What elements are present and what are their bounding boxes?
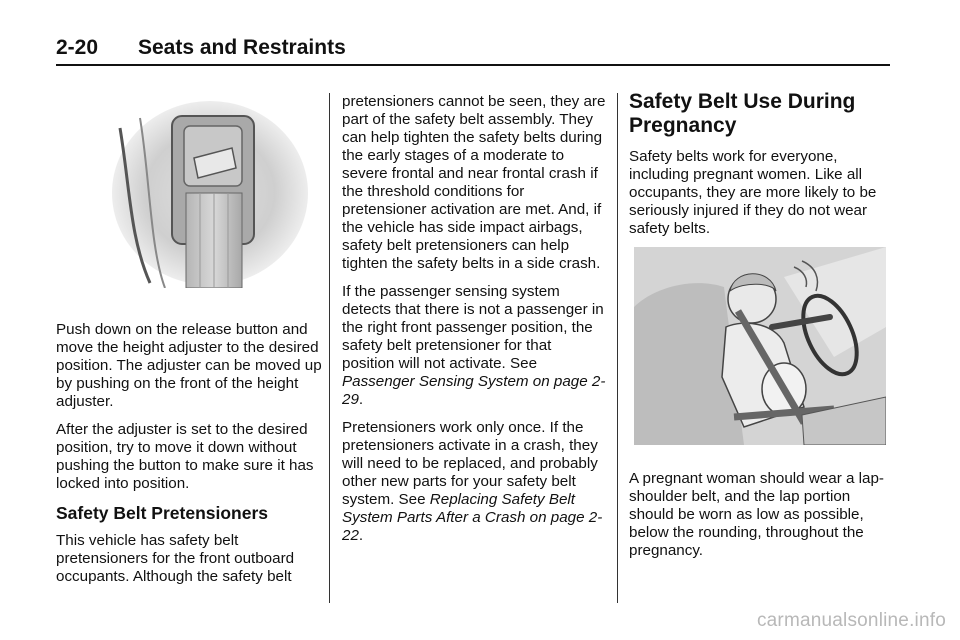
adjuster-lock-check: After the adjuster is set to the desired position, try to move it down without pushing the button to make sure it has locked into position. [56, 421, 314, 492]
page-header [56, 34, 890, 68]
pregnancy-heading: Safety Belt Use During Pregnancy [629, 90, 856, 137]
column-3 [629, 90, 891, 248]
adjuster-instructions: Push down on the release button and move the height adjuster to the desired position. The adjuster can be moved up by pushing on the front of the height adjuster. [56, 321, 322, 410]
passenger-sensing-paragraph: If the passenger sensing system detects that there is not a passenger in the right front passenger position, the safety belt pretensioner for that position will not activate. See Passenger Sensing System on page 2-29. [342, 283, 606, 408]
watermark: carmanualsonline.info [756, 610, 946, 631]
passenger-sensing-link[interactable]: Passenger Sensing System on page 2-29 [342, 373, 606, 408]
pregnant-woman-illustration [634, 247, 886, 445]
column-divider-right [617, 93, 618, 603]
column-divider-left [329, 93, 330, 603]
header-rule [56, 64, 890, 66]
replacing-parts-link[interactable]: Replacing Safety Belt System Parts After a Crash on page 2-22 [342, 491, 603, 544]
pretensioners-intro: This vehicle has safety belt pretensioners for the front outboard occupants. Although the safety belt [56, 532, 295, 585]
pretensioners-once-paragraph: Pretensioners work only once. If the pretensioners activate in a crash, they will need to be replaced, and probably other new parts for your safety belt system. See Replacing Safety Belt System Parts After a Crash on page 2-22. [342, 419, 603, 544]
pregnancy-belt-position: A pregnant woman should wear a lap-shoulder belt, and the lap portion should be worn as low as possible, below the rounding, throughout the pregnancy. [629, 470, 884, 559]
column-3-bottom [629, 470, 891, 570]
pregnancy-intro: Safety belts work for everyone, including pregnant women. Like all occupants, they are more likely to be seriously injured if they do not wear safety belts. [629, 148, 877, 237]
column-1 [56, 321, 322, 596]
column-2 [342, 93, 606, 555]
pretensioners-heading: Safety Belt Pretensioners [56, 503, 269, 523]
height-adjuster-illustration [110, 98, 310, 288]
page-number: 2-20 [56, 36, 99, 59]
section-title: Seats and Restraints [138, 36, 346, 59]
pretensioners-description: pretensioners cannot be seen, they are part of the safety belt assembly. They can help tighten the safety belts during the early stages of a moderate to severe frontal and near frontal crash if the threshold conditions for pretensioner activation are met. And, if the vehicle has side impact airbags, safety belt pretensioners can help tighten the safety belts in a side crash. [342, 93, 606, 272]
